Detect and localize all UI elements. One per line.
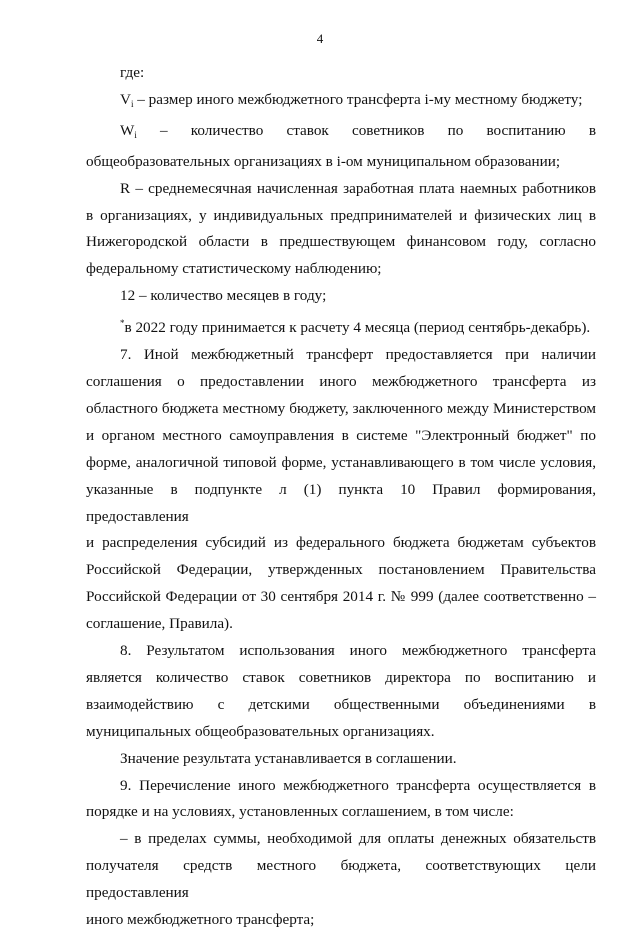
text-line: общеобразовательных организациях в i-ом муниципальном образовании; bbox=[86, 152, 561, 170]
text-fragment: – количество ставок советников по воспитанию в bbox=[160, 121, 596, 139]
text-line: Российской Федерации, утвержденных постановлением Правительства bbox=[86, 561, 596, 579]
page-number: 4 bbox=[316, 31, 324, 46]
text-line: является количество ставок советников директора по воспитанию и bbox=[86, 668, 596, 686]
symbol-v: V bbox=[120, 90, 131, 108]
text-line: и распределения субсидий из федерального бюджета бюджетам субъектов bbox=[86, 534, 596, 552]
text-line: – в пределах суммы, необходимой для оплаты денежных обязательств bbox=[120, 830, 596, 848]
text-line: 8. Результатом использования иного межбюджетного трансферта bbox=[120, 642, 596, 660]
text-fragment: в 2022 году принимается к расчету 4 месяца (период сентябрь-декабрь). bbox=[124, 319, 591, 337]
document-body bbox=[86, 60, 596, 934]
text-line: 12 – количество месяцев в году; bbox=[120, 287, 327, 305]
text-line: муниципальных общеобразовательных организациях. bbox=[86, 722, 435, 740]
text-line: и органом местного самоуправления в системе "Электронный бюджет" по bbox=[86, 426, 596, 444]
text-line: форме, аналогичной типовой форме, устанавливающего в том числе условия, bbox=[86, 453, 596, 471]
text-line: Российской Федерации от 30 сентября 2014 г. № 999 (далее соответственно – bbox=[86, 588, 596, 606]
text-line: получателя средств местного бюджета, соответствующих цели предоставления bbox=[86, 857, 596, 902]
footnote-star: * bbox=[120, 318, 125, 329]
text-line bbox=[86, 310, 596, 342]
text-line: 9. Перечисление иного межбюджетного трансферта осуществляется в bbox=[120, 776, 596, 794]
text-line: Значение результата устанавливается в соглашении. bbox=[120, 749, 457, 767]
text-line: соглашения о предоставлении иного межбюджетного трансферта из bbox=[86, 372, 596, 390]
text-line: R – среднемесячная начисленная заработная плата наемных работников bbox=[120, 179, 596, 197]
text-line: федеральному статистическому наблюдению; bbox=[86, 260, 382, 278]
text-fragment: – размер иного межбюджетного трансферта i-му местному бюджету; bbox=[137, 90, 583, 108]
text-line bbox=[86, 118, 596, 149]
text-line: взаимодействию с детскими общественными объединениями в bbox=[86, 695, 596, 713]
text-line: 7. Иной межбюджетный трансферт предоставляется при наличии bbox=[120, 346, 596, 364]
symbol-w: W bbox=[120, 121, 135, 139]
text-line: где: bbox=[120, 64, 145, 81]
text-line: указанные в подпункте л (1) пункта 10 Правил формирования, предоставления bbox=[86, 480, 596, 525]
subscript-i: i bbox=[134, 129, 137, 140]
text-line: в организациях, у индивидуальных предпринимателей и физических лиц в bbox=[86, 206, 596, 224]
text-line: иного межбюджетного трансферта; bbox=[86, 911, 315, 929]
text-line: соглашение, Правила). bbox=[86, 615, 233, 633]
text-line: областного бюджета местному бюджету, заключенного между Министерством bbox=[86, 399, 596, 417]
text-line: Нижегородской области в предшествующем финансовом году, согласно bbox=[86, 233, 596, 251]
text-line: порядке и на условиях, установленных соглашением, в том числе: bbox=[86, 803, 514, 821]
text-line bbox=[86, 87, 596, 118]
subscript-i: i bbox=[130, 98, 134, 109]
